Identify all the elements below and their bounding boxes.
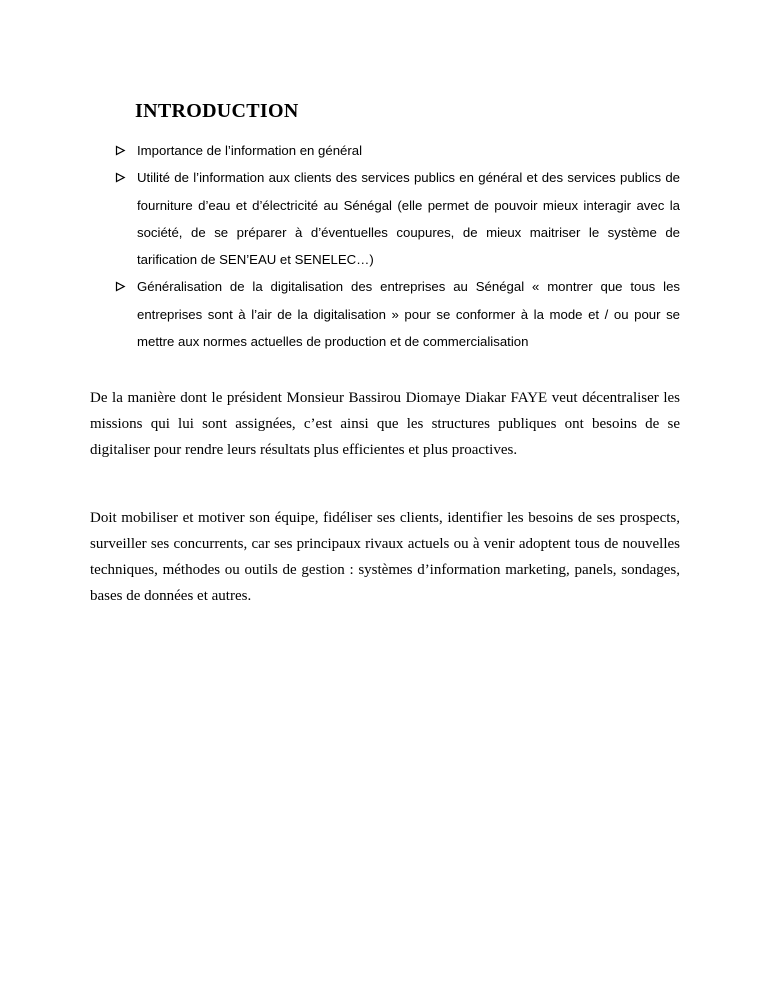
bullet-list xyxy=(90,137,680,355)
bullet-list-item xyxy=(115,273,680,355)
paragraph: Doit mobiliser et motiver son équipe, fidéliser ses clients, identifier les besoins de ses prospects, surveiller ses concurrents, car ses principaux rivaux actuels ou à venir adoptent tous de nouvelles techniques, méthodes ou outils de gestion : systèmes d’information marketing, panels, sondages, bases de données et autres. xyxy=(90,510,680,605)
paragraph: De la manière dont le président Monsieur Bassirou Diomaye Diakar FAYE veut décentraliser les missions qui lui sont assignées, c’est ainsi que les structures publiques ont besoins de se digitaliser pour rendre leurs résultats plus efficientes et plus proactives. xyxy=(90,390,680,459)
section-title: INTRODUCTION xyxy=(135,100,299,122)
arrowhead-right-bullet-icon xyxy=(115,137,129,164)
bullet-text: Généralisation de la digitalisation des entreprises au Sénégal « montrer que tous les entreprises sont à l’air de la digitalisation » pour se conformer à la mode et / ou pour se mettre aux normes actuelles de production et de commercialisation xyxy=(137,279,680,350)
bullet-text: Utilité de l’information aux clients des services publics en général et des services publics de fourniture d’eau et d’électricité au Sénégal (elle permet de pouvoir mieux interagir avec la société, de se préparer à d’éventuelles coupures, de mieux maitriser le système de tarification de SEN’EAU et SENELEC…) xyxy=(137,170,680,268)
arrowhead-right-bullet-icon xyxy=(115,164,129,273)
bullet-list-item xyxy=(115,164,680,273)
arrowhead-right-bullet-icon xyxy=(115,273,129,355)
bullet-list-item xyxy=(115,137,680,164)
bullet-text: Importance de l’information en général xyxy=(137,143,363,158)
